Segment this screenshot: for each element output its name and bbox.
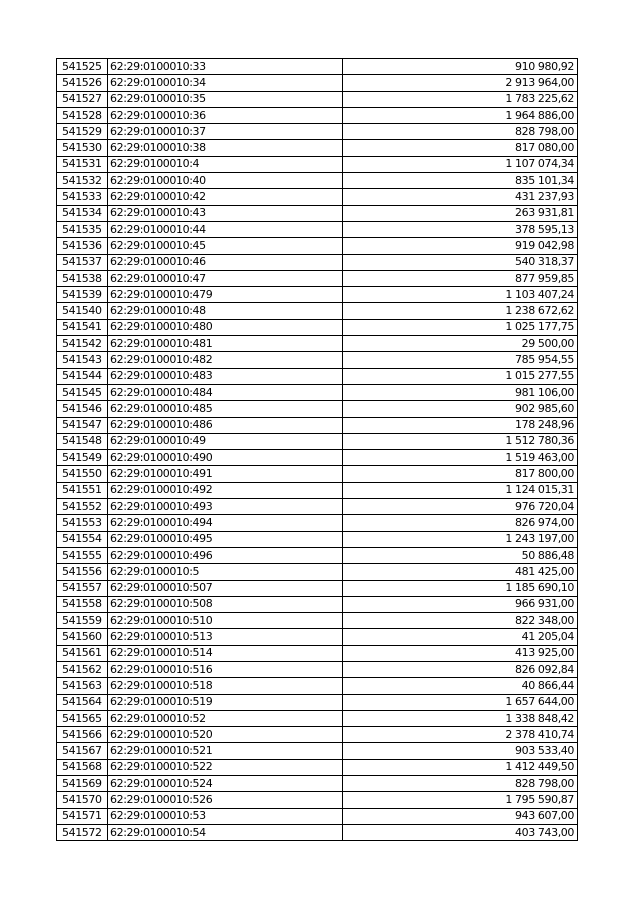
row-id-cell: 541531 — [57, 156, 108, 172]
cadastral-number-cell: 62:29:0100010:42 — [108, 189, 343, 205]
table-row — [57, 564, 578, 580]
cadastral-value-cell: 903 533,40 — [343, 743, 578, 759]
table-row — [57, 482, 578, 498]
row-id-cell: 541525 — [57, 59, 108, 75]
table-row — [57, 710, 578, 726]
row-id-cell: 541532 — [57, 173, 108, 189]
row-id-cell: 541543 — [57, 352, 108, 368]
cadastral-value-cell: 1 795 590,87 — [343, 792, 578, 808]
table-row — [57, 727, 578, 743]
cadastral-value-cell: 943 607,00 — [343, 808, 578, 824]
table-row — [57, 580, 578, 596]
table-row — [57, 547, 578, 563]
cadastral-value-cell: 378 595,13 — [343, 221, 578, 237]
cadastral-number-cell: 62:29:0100010:520 — [108, 727, 343, 743]
table-row — [57, 759, 578, 775]
cadastral-value-cell: 1 025 177,75 — [343, 319, 578, 335]
cadastral-number-cell: 62:29:0100010:37 — [108, 124, 343, 140]
row-id-cell: 541542 — [57, 336, 108, 352]
cadastral-value-cell: 1 412 449,50 — [343, 759, 578, 775]
cadastral-number-cell: 62:29:0100010:49 — [108, 433, 343, 449]
cadastral-number-cell: 62:29:0100010:485 — [108, 401, 343, 417]
cadastral-number-cell: 62:29:0100010:493 — [108, 499, 343, 515]
cadastral-value-cell: 919 042,98 — [343, 238, 578, 254]
table-row — [57, 91, 578, 107]
cadastral-value-cell: 1 185 690,10 — [343, 580, 578, 596]
row-id-cell: 541556 — [57, 564, 108, 580]
cadastral-number-cell: 62:29:0100010:494 — [108, 515, 343, 531]
row-id-cell: 541570 — [57, 792, 108, 808]
cadastral-value-cell: 1 657 644,00 — [343, 694, 578, 710]
cadastral-number-cell: 62:29:0100010:484 — [108, 384, 343, 400]
table-row — [57, 613, 578, 629]
cadastral-number-cell: 62:29:0100010:35 — [108, 91, 343, 107]
table-row — [57, 531, 578, 547]
row-id-cell: 541527 — [57, 91, 108, 107]
table-row — [57, 368, 578, 384]
row-id-cell: 541566 — [57, 727, 108, 743]
cadastral-value-cell: 1 338 848,42 — [343, 710, 578, 726]
row-id-cell: 541530 — [57, 140, 108, 156]
row-id-cell: 541562 — [57, 661, 108, 677]
row-id-cell: 541568 — [57, 759, 108, 775]
cadastral-value-cell: 828 798,00 — [343, 124, 578, 140]
table-row — [57, 776, 578, 792]
cadastral-number-cell: 62:29:0100010:519 — [108, 694, 343, 710]
cadastral-number-cell: 62:29:0100010:38 — [108, 140, 343, 156]
row-id-cell: 541537 — [57, 254, 108, 270]
table-row — [57, 661, 578, 677]
table-row — [57, 645, 578, 661]
cadastral-number-cell: 62:29:0100010:54 — [108, 824, 343, 840]
row-id-cell: 541541 — [57, 319, 108, 335]
table-row — [57, 205, 578, 221]
cadastral-value-cell: 431 237,93 — [343, 189, 578, 205]
cadastral-value-cell: 877 959,85 — [343, 270, 578, 286]
row-id-cell: 541571 — [57, 808, 108, 824]
cadastral-value-cell: 826 092,84 — [343, 661, 578, 677]
row-id-cell: 541534 — [57, 205, 108, 221]
row-id-cell: 541536 — [57, 238, 108, 254]
row-id-cell: 541572 — [57, 824, 108, 840]
table-row — [57, 303, 578, 319]
cadastral-value-table — [56, 58, 578, 841]
cadastral-number-cell: 62:29:0100010:522 — [108, 759, 343, 775]
cadastral-number-cell: 62:29:0100010:45 — [108, 238, 343, 254]
row-id-cell: 541563 — [57, 678, 108, 694]
row-id-cell: 541545 — [57, 384, 108, 400]
table-row — [57, 433, 578, 449]
cadastral-value-cell: 976 720,04 — [343, 499, 578, 515]
cadastral-value-cell: 1 783 225,62 — [343, 91, 578, 107]
cadastral-value-cell: 1 124 015,31 — [343, 482, 578, 498]
table-row — [57, 75, 578, 91]
cadastral-value-cell: 910 980,92 — [343, 59, 578, 75]
cadastral-number-cell: 62:29:0100010:524 — [108, 776, 343, 792]
cadastral-number-cell: 62:29:0100010:482 — [108, 352, 343, 368]
table-row — [57, 792, 578, 808]
row-id-cell: 541557 — [57, 580, 108, 596]
cadastral-value-cell: 1 103 407,24 — [343, 287, 578, 303]
table-row — [57, 336, 578, 352]
cadastral-value-cell: 817 080,00 — [343, 140, 578, 156]
cadastral-value-cell: 41 205,04 — [343, 629, 578, 645]
row-id-cell: 541559 — [57, 613, 108, 629]
row-id-cell: 541549 — [57, 450, 108, 466]
row-id-cell: 541540 — [57, 303, 108, 319]
table-row — [57, 450, 578, 466]
cadastral-value-cell: 178 248,96 — [343, 417, 578, 433]
row-id-cell: 541528 — [57, 107, 108, 123]
row-id-cell: 541546 — [57, 401, 108, 417]
cadastral-value-cell: 1 015 277,55 — [343, 368, 578, 384]
cadastral-value-cell: 50 886,48 — [343, 547, 578, 563]
table-row — [57, 515, 578, 531]
cadastral-number-cell: 62:29:0100010:46 — [108, 254, 343, 270]
table-row — [57, 140, 578, 156]
row-id-cell: 541555 — [57, 547, 108, 563]
table-row — [57, 596, 578, 612]
cadastral-number-cell: 62:29:0100010:483 — [108, 368, 343, 384]
cadastral-value-cell: 785 954,55 — [343, 352, 578, 368]
cadastral-value-cell: 540 318,37 — [343, 254, 578, 270]
cadastral-number-cell: 62:29:0100010:495 — [108, 531, 343, 547]
row-id-cell: 541553 — [57, 515, 108, 531]
cadastral-number-cell: 62:29:0100010:480 — [108, 319, 343, 335]
cadastral-number-cell: 62:29:0100010:47 — [108, 270, 343, 286]
table-row — [57, 189, 578, 205]
cadastral-number-cell: 62:29:0100010:514 — [108, 645, 343, 661]
cadastral-number-cell: 62:29:0100010:518 — [108, 678, 343, 694]
row-id-cell: 541565 — [57, 710, 108, 726]
table-row — [57, 678, 578, 694]
table-row — [57, 254, 578, 270]
table-body — [57, 59, 578, 841]
table-row — [57, 824, 578, 840]
cadastral-number-cell: 62:29:0100010:490 — [108, 450, 343, 466]
table-row — [57, 629, 578, 645]
cadastral-value-cell: 822 348,00 — [343, 613, 578, 629]
row-id-cell: 541547 — [57, 417, 108, 433]
cadastral-number-cell: 62:29:0100010:53 — [108, 808, 343, 824]
cadastral-value-cell: 981 106,00 — [343, 384, 578, 400]
table-row — [57, 124, 578, 140]
table-row — [57, 694, 578, 710]
cadastral-number-cell: 62:29:0100010:40 — [108, 173, 343, 189]
cadastral-value-cell: 481 425,00 — [343, 564, 578, 580]
table-row — [57, 808, 578, 824]
cadastral-number-cell: 62:29:0100010:33 — [108, 59, 343, 75]
table-row — [57, 173, 578, 189]
table-row — [57, 743, 578, 759]
table-row — [57, 401, 578, 417]
cadastral-value-cell: 40 866,44 — [343, 678, 578, 694]
cadastral-value-cell: 966 931,00 — [343, 596, 578, 612]
cadastral-number-cell: 62:29:0100010:43 — [108, 205, 343, 221]
cadastral-number-cell: 62:29:0100010:5 — [108, 564, 343, 580]
table-row — [57, 287, 578, 303]
row-id-cell: 541551 — [57, 482, 108, 498]
cadastral-number-cell: 62:29:0100010:510 — [108, 613, 343, 629]
cadastral-number-cell: 62:29:0100010:516 — [108, 661, 343, 677]
row-id-cell: 541538 — [57, 270, 108, 286]
row-id-cell: 541554 — [57, 531, 108, 547]
cadastral-value-cell: 826 974,00 — [343, 515, 578, 531]
cadastral-value-cell: 403 743,00 — [343, 824, 578, 840]
table-row — [57, 319, 578, 335]
row-id-cell: 541544 — [57, 368, 108, 384]
table-row — [57, 238, 578, 254]
row-id-cell: 541564 — [57, 694, 108, 710]
table-row — [57, 499, 578, 515]
cadastral-number-cell: 62:29:0100010:496 — [108, 547, 343, 563]
cadastral-value-cell: 263 931,81 — [343, 205, 578, 221]
cadastral-value-cell: 1 107 074,34 — [343, 156, 578, 172]
cadastral-number-cell: 62:29:0100010:521 — [108, 743, 343, 759]
row-id-cell: 541558 — [57, 596, 108, 612]
cadastral-value-cell: 1 964 886,00 — [343, 107, 578, 123]
row-id-cell: 541569 — [57, 776, 108, 792]
row-id-cell: 541560 — [57, 629, 108, 645]
cadastral-number-cell: 62:29:0100010:48 — [108, 303, 343, 319]
cadastral-number-cell: 62:29:0100010:36 — [108, 107, 343, 123]
cadastral-number-cell: 62:29:0100010:479 — [108, 287, 343, 303]
cadastral-number-cell: 62:29:0100010:491 — [108, 466, 343, 482]
cadastral-number-cell: 62:29:0100010:526 — [108, 792, 343, 808]
table-row — [57, 417, 578, 433]
cadastral-value-cell: 1 243 197,00 — [343, 531, 578, 547]
cadastral-value-cell: 1 238 672,62 — [343, 303, 578, 319]
table-row — [57, 59, 578, 75]
table-row — [57, 156, 578, 172]
cadastral-value-table-container — [56, 58, 577, 841]
row-id-cell: 541539 — [57, 287, 108, 303]
cadastral-number-cell: 62:29:0100010:52 — [108, 710, 343, 726]
row-id-cell: 541535 — [57, 221, 108, 237]
table-row — [57, 352, 578, 368]
cadastral-value-cell: 902 985,60 — [343, 401, 578, 417]
cadastral-value-cell: 1 512 780,36 — [343, 433, 578, 449]
cadastral-value-cell: 828 798,00 — [343, 776, 578, 792]
row-id-cell: 541550 — [57, 466, 108, 482]
row-id-cell: 541567 — [57, 743, 108, 759]
cadastral-number-cell: 62:29:0100010:34 — [108, 75, 343, 91]
table-row — [57, 384, 578, 400]
cadastral-value-cell: 413 925,00 — [343, 645, 578, 661]
cadastral-number-cell: 62:29:0100010:513 — [108, 629, 343, 645]
cadastral-value-cell: 817 800,00 — [343, 466, 578, 482]
row-id-cell: 541526 — [57, 75, 108, 91]
cadastral-value-cell: 2 378 410,74 — [343, 727, 578, 743]
cadastral-number-cell: 62:29:0100010:486 — [108, 417, 343, 433]
cadastral-value-cell: 29 500,00 — [343, 336, 578, 352]
cadastral-number-cell: 62:29:0100010:492 — [108, 482, 343, 498]
cadastral-number-cell: 62:29:0100010:507 — [108, 580, 343, 596]
row-id-cell: 541561 — [57, 645, 108, 661]
row-id-cell: 541548 — [57, 433, 108, 449]
table-row — [57, 466, 578, 482]
table-row — [57, 107, 578, 123]
row-id-cell: 541533 — [57, 189, 108, 205]
cadastral-value-cell: 2 913 964,00 — [343, 75, 578, 91]
table-row — [57, 270, 578, 286]
cadastral-number-cell: 62:29:0100010:44 — [108, 221, 343, 237]
table-row — [57, 221, 578, 237]
cadastral-number-cell: 62:29:0100010:4 — [108, 156, 343, 172]
row-id-cell: 541529 — [57, 124, 108, 140]
cadastral-value-cell: 835 101,34 — [343, 173, 578, 189]
cadastral-number-cell: 62:29:0100010:481 — [108, 336, 343, 352]
cadastral-number-cell: 62:29:0100010:508 — [108, 596, 343, 612]
cadastral-value-cell: 1 519 463,00 — [343, 450, 578, 466]
row-id-cell: 541552 — [57, 499, 108, 515]
